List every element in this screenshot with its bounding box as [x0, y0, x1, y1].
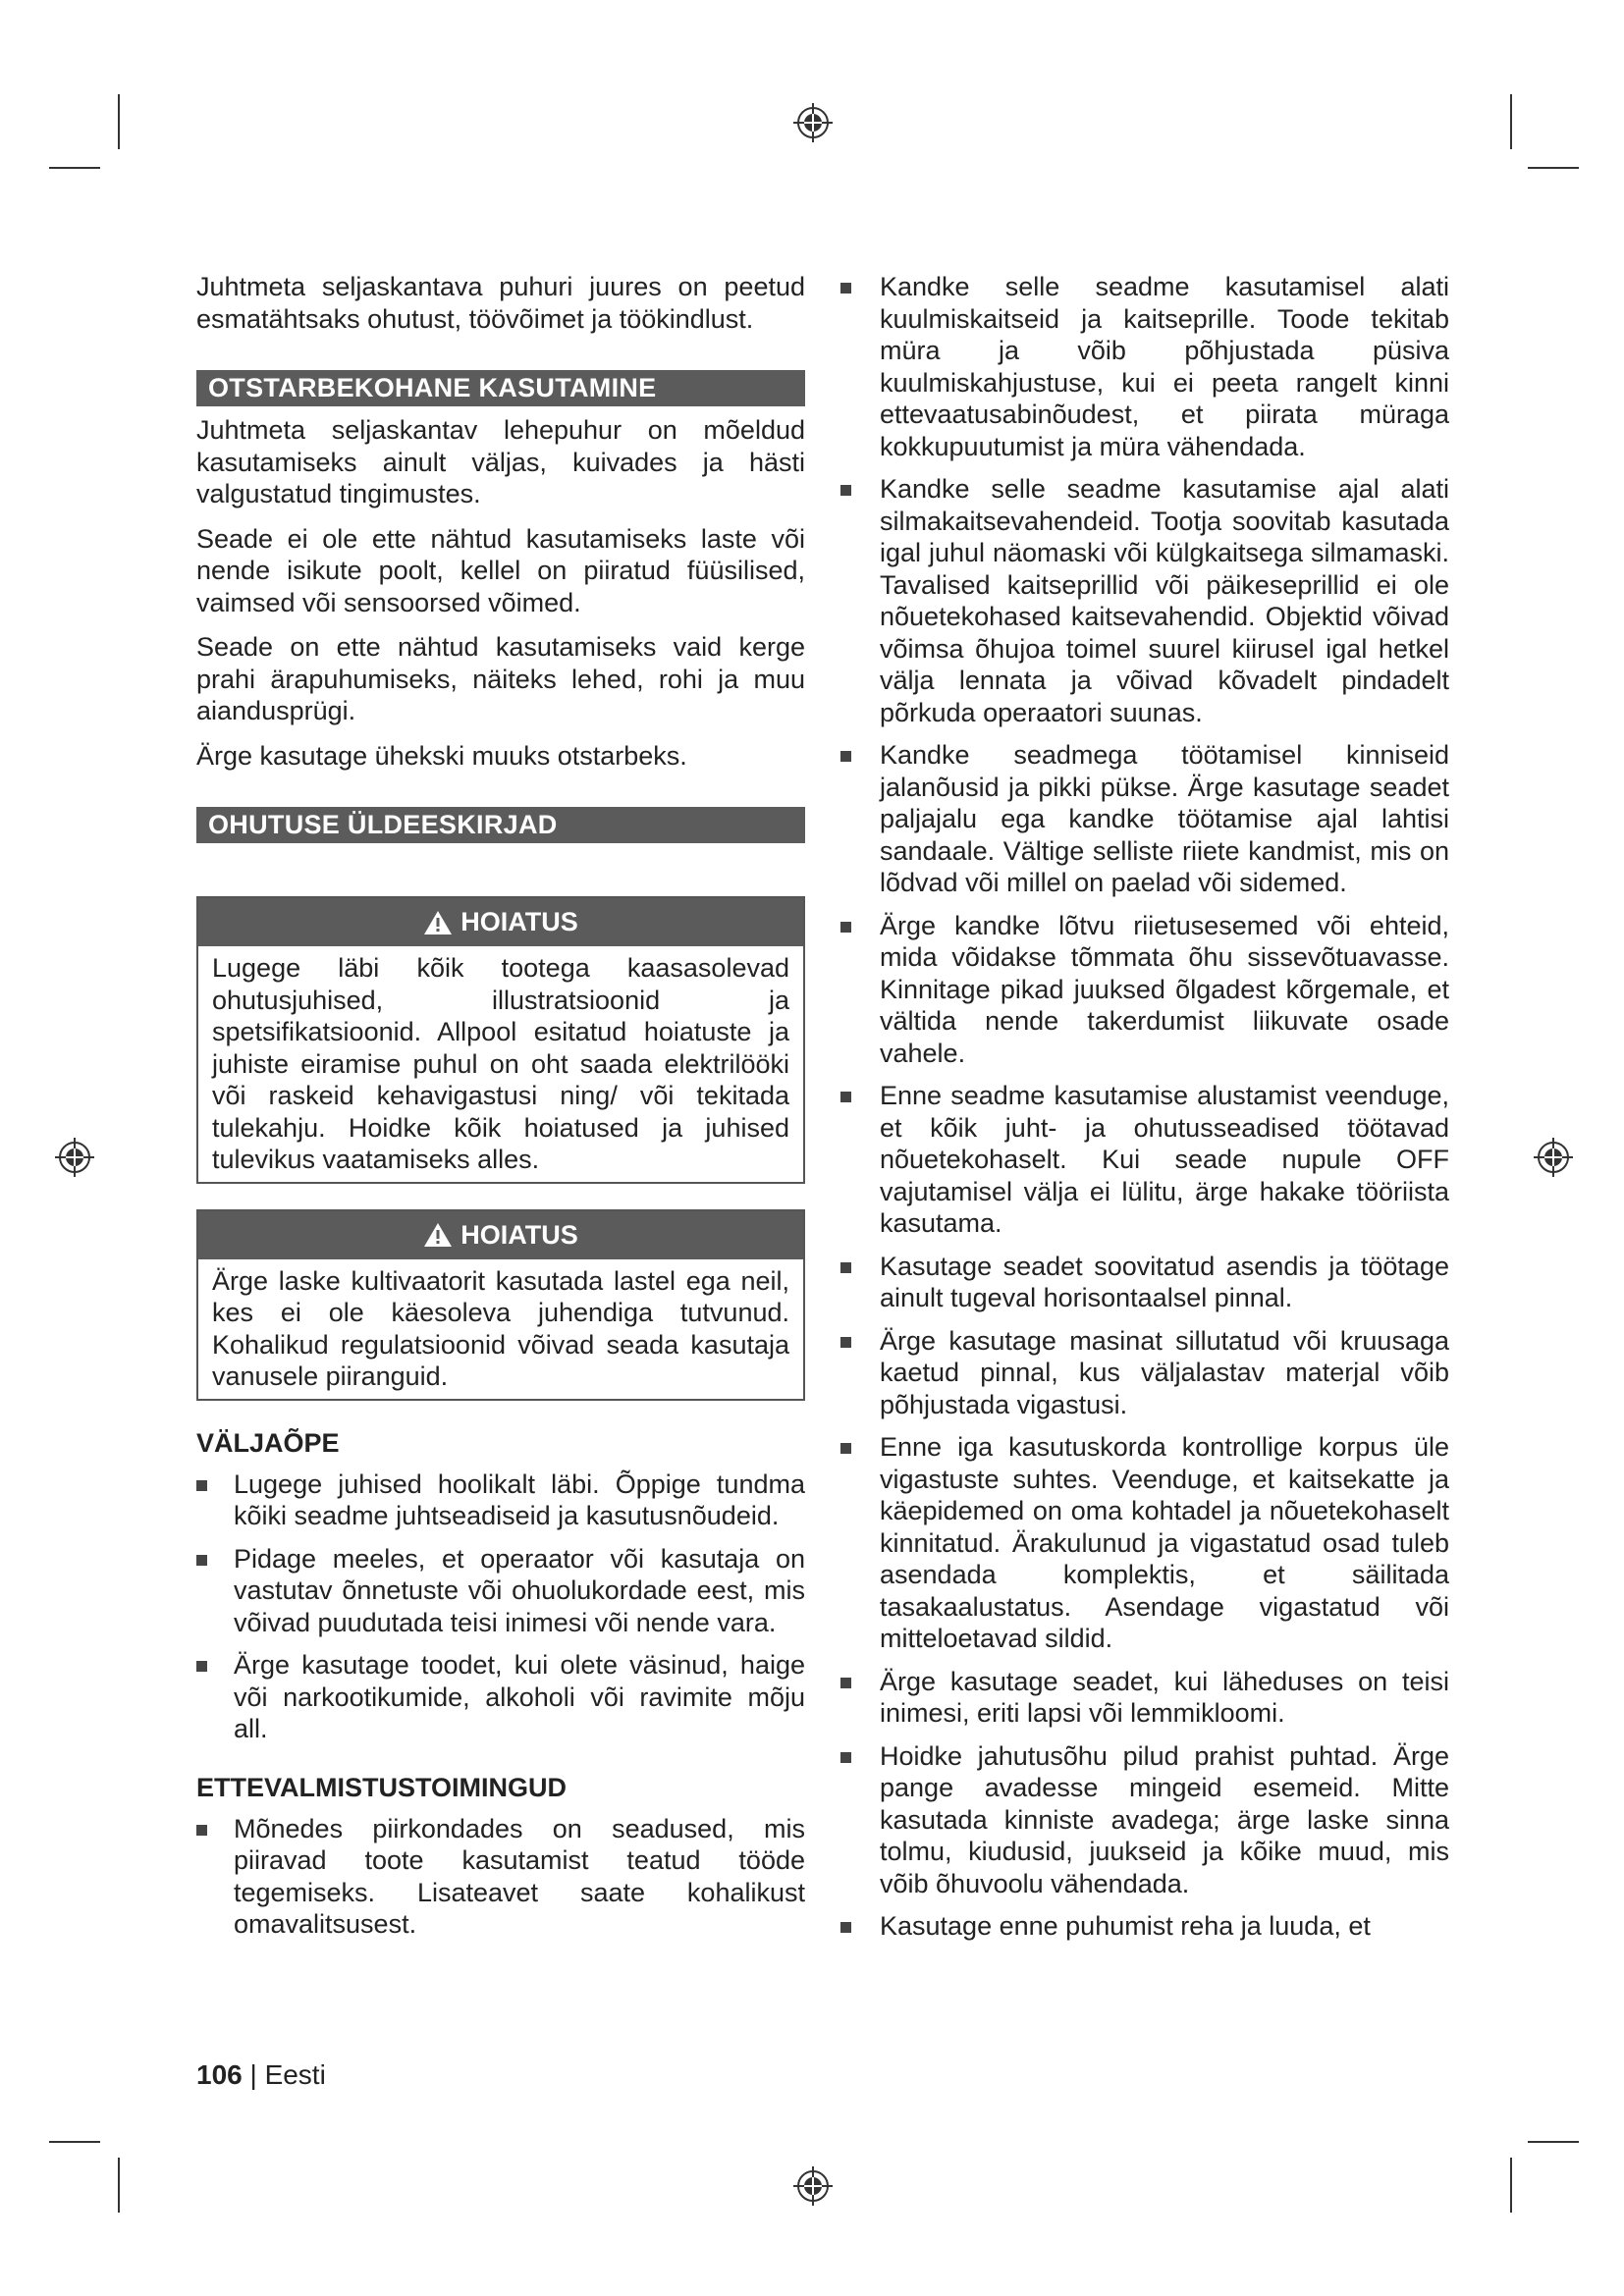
paragraph: Ärge kasutage ühekski muuks otstarbeks.	[196, 740, 687, 771]
list-item: Enne seadme kasutamise alustamist veenduge, et kõik juht- ja ohutusseadised töötavad nõuetekohaselt. Kui seade nupule OFF vajutamisel välja ei lülitu, ärge hakake tööriista kasutama.	[840, 1080, 1449, 1240]
crop-mark	[49, 2141, 100, 2143]
list-item: Kandke seadmega töötamisel kinniseid jalanõusid ja pikki pükse. Ärge kasutage seadet paljajalu ega kandke töötamise ajal lahtisi sandaale. Vältige selliste riiete kandmist, mis on lõdvad või millel on paelad või sidemed.	[840, 739, 1449, 899]
bullet-icon	[840, 1443, 851, 1454]
list-item: Kasutage enne puhumist reha ja luuda, et	[840, 1910, 1449, 1943]
list-item: Hoidke jahutusõhu pilud prahist puhtad. Ärge pange avadesse mingeid esemeid. Mitte kasutada kinniste avadega; ärge laske sinna tolmu, kiudusid, juukseid ja kõike muud, mis võib õhuvoolu vähendada.	[840, 1740, 1449, 1900]
warning-text: Lugege läbi kõik tootega kaasasolevad ohutusjuhised, illustratsioonid ja spetsifikatsioonid. Allpool esitatud hoiatuste ja juhiste eiramise puhul on oht saada elektrilööki või raskeid kehavigastusi ning/ või tekitada tulekahju. Hoidke kõik hoiatused ja juhised tulevikus vaatamiseks alles.	[212, 953, 789, 1174]
list-item: Ärge kandke lõtvu riietusesemed või ehteid, mida võidakse tõmmata õhu sissevõtuavasse. Kinnitage pikad juuksed õlgadest kõrgemale, et vältida nende takerdumist liikuvate osade vahele.	[840, 910, 1449, 1070]
crop-mark	[1510, 2158, 1512, 2213]
registration-mark-icon	[790, 100, 836, 145]
crop-mark	[1510, 94, 1512, 149]
warning-box	[196, 1209, 805, 1401]
paragraph: Seade ei ole ette nähtud kasutamiseks laste või nende isikute poolt, kellel on piiratud füüsilised, vaimsed või sensoorsed võimed.	[196, 523, 805, 617]
bullet-icon	[840, 1752, 851, 1763]
list-item: Lugege juhised hoolikalt läbi. Õppige tundma kõiki seadme juhtseadiseid ja kasutusnõudeid.	[196, 1468, 805, 1532]
bullet-icon	[840, 1092, 851, 1102]
registration-mark-icon	[790, 2163, 836, 2209]
paragraph: Juhtmeta seljaskantav lehepuhur on mõeldud kasutamiseks ainult väljas, kuivades ja hästi valgustatud tingimustes.	[196, 415, 805, 508]
bullet-icon	[840, 1337, 851, 1348]
list-item: Ärge kasutage seadet, kui läheduses on teisi inimesi, eriti lapsi või lemmikloomi.	[840, 1666, 1449, 1730]
bullet-icon	[840, 922, 851, 933]
right-column	[840, 271, 1449, 1953]
registration-mark-icon	[1531, 1135, 1576, 1180]
bullet-icon	[840, 1678, 851, 1688]
crop-mark	[1528, 2141, 1579, 2143]
preparation-list	[196, 1813, 805, 1941]
paragraph: Seade on ette nähtud kasutamiseks vaid kerge prahi ärapuhumiseks, näiteks lehed, rohi ja muu aiandusprügi.	[196, 632, 805, 725]
bullet-icon	[840, 485, 851, 496]
section-heading-general-safety: OHUTUSE ÜLDEESKIRJAD	[196, 807, 805, 843]
crop-mark	[49, 167, 100, 169]
list-item: Mõnedes piirkondades on seadused, mis piiravad toote kasutamist teatud tööde tegemiseks. Lisateavet saate kohalikust omavalitsusest.	[196, 1813, 805, 1941]
list-item: Kasutage seadet soovitatud asendis ja töötage ainult tugeval horisontaalsel pinnal.	[840, 1251, 1449, 1314]
bullet-icon	[840, 283, 851, 294]
footer-separator: |	[249, 2059, 257, 2090]
warning-header	[198, 1211, 803, 1259]
subheading-preparation: ETTEVALMISTUSTOIMINGUD	[196, 1772, 567, 1802]
warning-title: HOIATUS	[460, 907, 578, 936]
left-column	[196, 271, 805, 1951]
registration-mark-icon	[52, 1135, 97, 1180]
bullet-icon	[196, 1825, 207, 1836]
subheading-training: VÄLJAÕPE	[196, 1427, 340, 1458]
safety-list	[840, 271, 1449, 1943]
list-item: Ärge kasutage toodet, kui olete väsinud, haige või narkootikumide, alkoholi või ravimite mõju all.	[196, 1649, 805, 1745]
crop-mark	[118, 94, 120, 149]
list-item: Kandke selle seadme kasutamisel alati kuulmiskaitseid ja kaitseprille. Toode tekitab müra ja võib põhjustada püsiva kuulmiskahjustuse, kui ei peeta rangelt kinni ettevaatusabinõudest, et piirata müraga kokkupuutumist ja müra vähendada.	[840, 271, 1449, 462]
warning-box	[196, 896, 805, 1184]
training-list	[196, 1468, 805, 1745]
page-footer	[196, 2059, 326, 2091]
section-heading-intended-use: OTSTARBEKOHANE KASUTAMINE	[196, 370, 805, 406]
bullet-icon	[196, 1480, 207, 1491]
bullet-icon	[840, 1922, 851, 1933]
page-number: 106	[196, 2059, 243, 2090]
list-item: Enne iga kasutuskorda kontrollige korpus üle vigastuste suhtes. Veenduge, et kaitsekatte ja käepidemed on oma kohtadel ja nõuetekohaselt kinnitatud. Ärakulunud ja vigastatud osad tuleb asendada komplektis, et säilitada tasakaalustatus. Asendage vigastatud või mitteloetavad sildid.	[840, 1431, 1449, 1655]
bullet-icon	[196, 1661, 207, 1672]
crop-mark	[1528, 167, 1579, 169]
list-item: Pidage meeles, et operaator või kasutaja on vastutav õnnetuste või ohuolukordade eest, mis võivad puudutada teisi inimesi või nende vara.	[196, 1543, 805, 1639]
bullet-icon	[196, 1555, 207, 1566]
list-item: Kandke selle seadme kasutamise ajal alati silmakaitsevahendeid. Tootja soovitab kasutada igal juhul näomaski või külgkaitsega silmamaski. Tavalised kaitseprillid või päikeseprillid ei ole nõuetekohased kaitsevahendid. Objektid võivad võimsa õhujoa toimel suurel kiirusel igal hetkel välja lennata ja võivad kõvadelt pindadelt põrkuda operaatori suunas.	[840, 473, 1449, 728]
warning-title: HOIATUS	[460, 1219, 578, 1250]
footer-language: Eesti	[264, 2059, 326, 2090]
warning-triangle-icon	[423, 910, 453, 935]
warning-header	[198, 898, 803, 946]
crop-mark	[118, 2158, 120, 2213]
bullet-icon	[840, 751, 851, 762]
warning-triangle-icon	[423, 1222, 453, 1248]
bullet-icon	[840, 1262, 851, 1273]
warning-text: Ärge laske kultivaatorit kasutada lastel ega neil, kes ei ole käesoleva juhendiga tutvunud. Kohalikud regulatsioonid võivad seada kasutaja vanusele piiranguid.	[212, 1265, 789, 1391]
list-item: Ärge kasutage masinat sillutatud või kruusaga kaetud pinnal, kus väljalastav materjal võib põhjustada vigastusi.	[840, 1325, 1449, 1421]
intro-paragraph: Juhtmeta seljaskantava puhuri juures on peetud esmatähtsaks ohutust, töövõimet ja töökindlust.	[196, 272, 805, 334]
